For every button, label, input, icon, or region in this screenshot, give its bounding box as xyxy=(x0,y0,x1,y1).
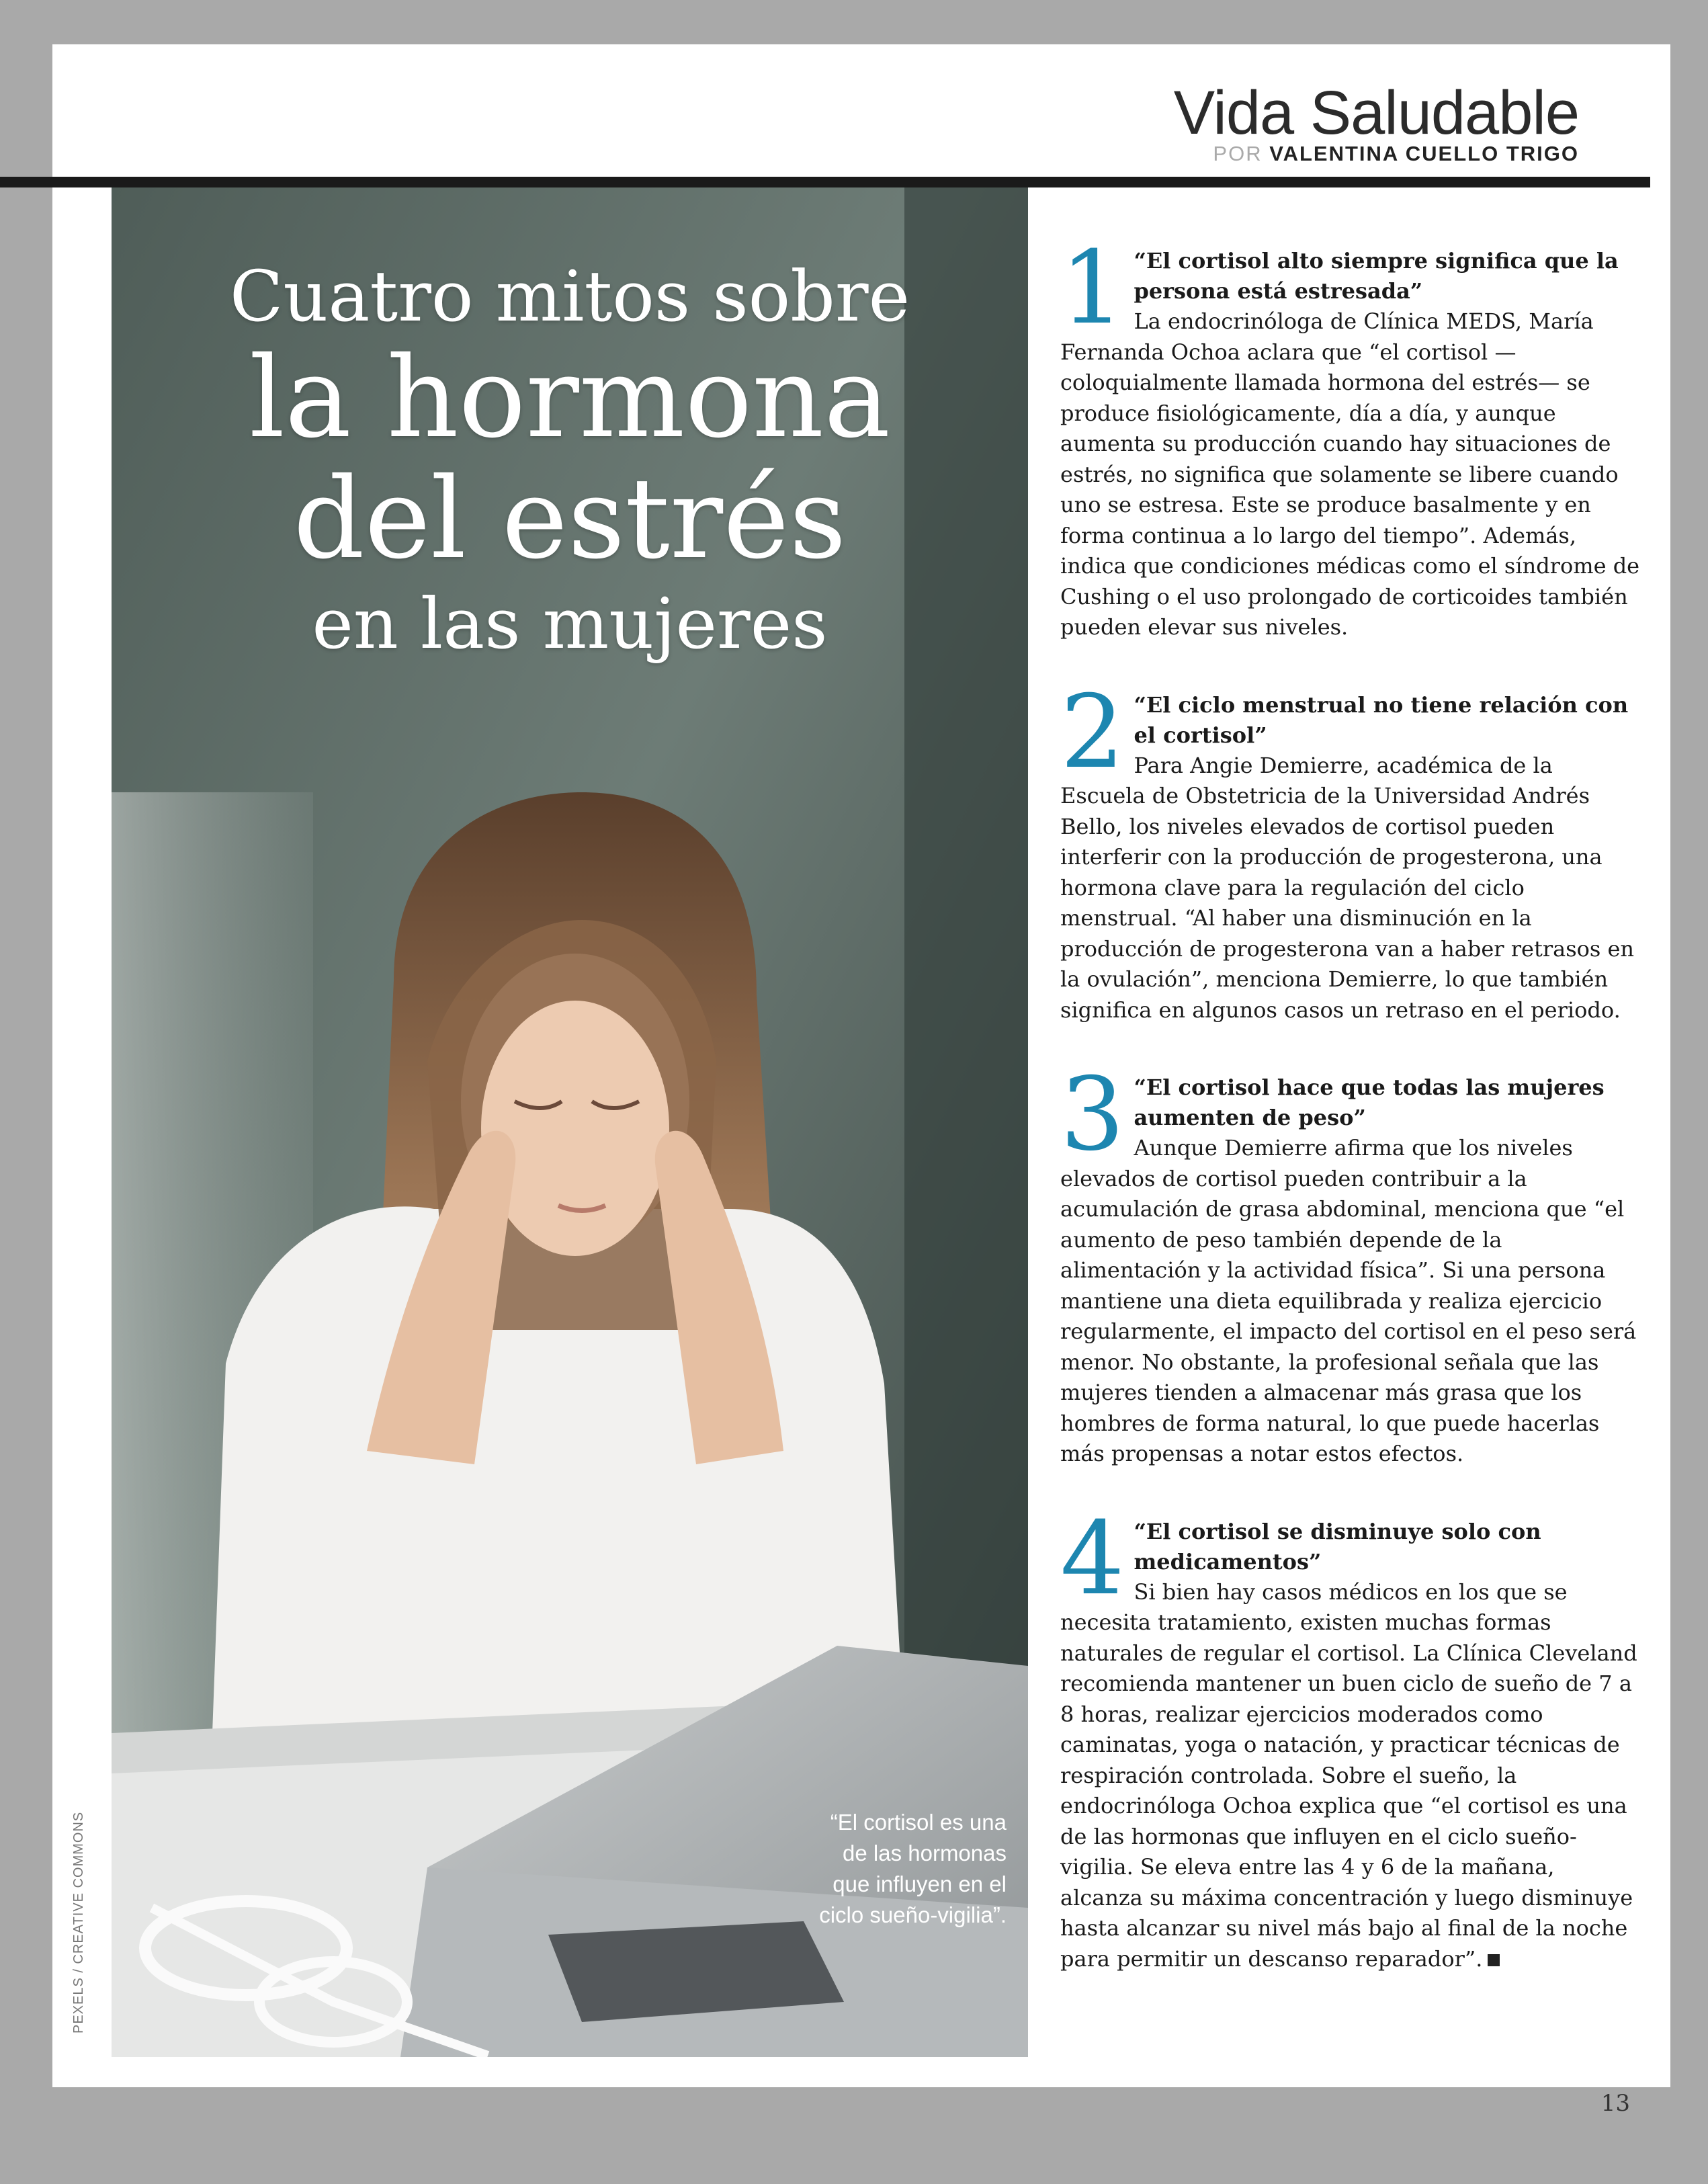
myth-title: “El cortisol alto siempre significa que la persona está estresada” xyxy=(1134,248,1619,304)
byline-prefix: POR xyxy=(1213,142,1263,165)
photo-credit: PEXELS / CREATIVE COMMONS xyxy=(71,1811,86,2033)
myth-4 xyxy=(1060,1500,1641,1975)
header-rule xyxy=(0,177,1650,187)
byline-author: VALENTINA CUELLO TRIGO xyxy=(1269,142,1579,165)
myth-1 xyxy=(1060,230,1641,643)
end-of-article-mark xyxy=(1488,1954,1500,1966)
myth-number: 3 xyxy=(1060,1056,1125,1173)
myth-number: 1 xyxy=(1060,230,1125,347)
pull-quote: “El cortisol es una de las hormonas que influyen en el ciclo sueño-vigilia”. xyxy=(819,1810,1007,1927)
myth-title: “El ciclo menstrual no tiene relación con el cortisol” xyxy=(1134,691,1629,748)
myth-body: Para Angie Demierre, académica de la Escuela de Obstetricia de la Universidad Andrés Bello, los niveles elevados de cortisol pueden interferir con la producción de progesterona, una hormona clave para la regulación del ciclo menstrual. “Al haber una disminución en la producción de progesterona van a haber retrasos en la ovulación”, menciona Demierre, lo que también significa en algunos casos un retraso en el periodo. xyxy=(1060,752,1635,1023)
myth-body: La endocrinóloga de Clínica MEDS, María Fernanda Ochoa aclara que “el cortisol —coloquialmente llamada hormona del estrés— se produce fisiológicamente, día a día, y aunque aumenta su producción cuando hay situaciones de estrés, no significa que solamente se libere cuando uno se estresa. Este se produce basalmente y en forma continua a lo largo del tiempo”. Además, indica que condiciones médicas como el síndrome de Cushing o el uso prolongado de corticoides también pueden elevar sus niveles. xyxy=(1060,308,1640,640)
headline-line-2: la hormona xyxy=(249,333,891,463)
myth-number: 4 xyxy=(1060,1500,1125,1618)
myth-body-text: Si bien hay casos médicos en los que se necesita tratamiento, existen muchas formas naturales de regular el cortisol. La Clínica Cleveland recomienda mantener un buen ciclo de sueño de 7 a 8 horas, realizar ejercicios moderados como caminatas, yoga o natación, y practicar técnicas de respiración controlada. Sobre el sueño, la endocrinóloga Ochoa explica que “el cortisol es una de las hormonas que influyen en el ciclo sueño-vigilia. Se eleva entre las 4 y 6 de la mañana, alcanza su máxima concentración y luego disminuye hasta alcanzar su nivel más bajo al final de la noche para permitir un descanso reparador”. xyxy=(1060,1579,1637,1972)
headline-line-4: en las mujeres xyxy=(312,583,828,665)
headline-line-3: del estrés xyxy=(293,454,847,584)
page-number: 13 xyxy=(1600,2090,1630,2117)
article-headline xyxy=(112,255,1028,667)
headline-line-1: Cuatro mitos sobre xyxy=(229,255,910,337)
myth-2 xyxy=(1060,673,1641,1026)
myth-number: 2 xyxy=(1060,673,1125,791)
byline xyxy=(1213,142,1579,166)
myth-body xyxy=(1060,1577,1641,1975)
myth-3 xyxy=(1060,1056,1641,1470)
myth-title: “El cortisol hace que todas las mujeres aumenten de peso” xyxy=(1134,1075,1605,1130)
hero-photo xyxy=(112,187,1028,2057)
article-body xyxy=(1060,230,1641,2021)
myth-title: “El cortisol se disminuye solo con medicamentos” xyxy=(1134,1518,1541,1574)
section-title: Vida Saludable xyxy=(1173,79,1579,147)
magazine-page xyxy=(52,44,1670,2087)
myth-body: Aunque Demierre afirma que los niveles elevados de cortisol pueden contribuir a la acumulación de grasa abdominal, menciona que “el aumento de peso también depende de la alimentación y la actividad física”. Si una persona mantiene una dieta equilibrada y realiza ejercicio regularmente, el impacto del cortisol en el peso será menor. No obstante, la profesional señala que las mujeres tienden a almacenar más grasa que los hombres de forma natural, lo que puede hacerlas más propensas a notar estos efectos. xyxy=(1060,1135,1637,1466)
